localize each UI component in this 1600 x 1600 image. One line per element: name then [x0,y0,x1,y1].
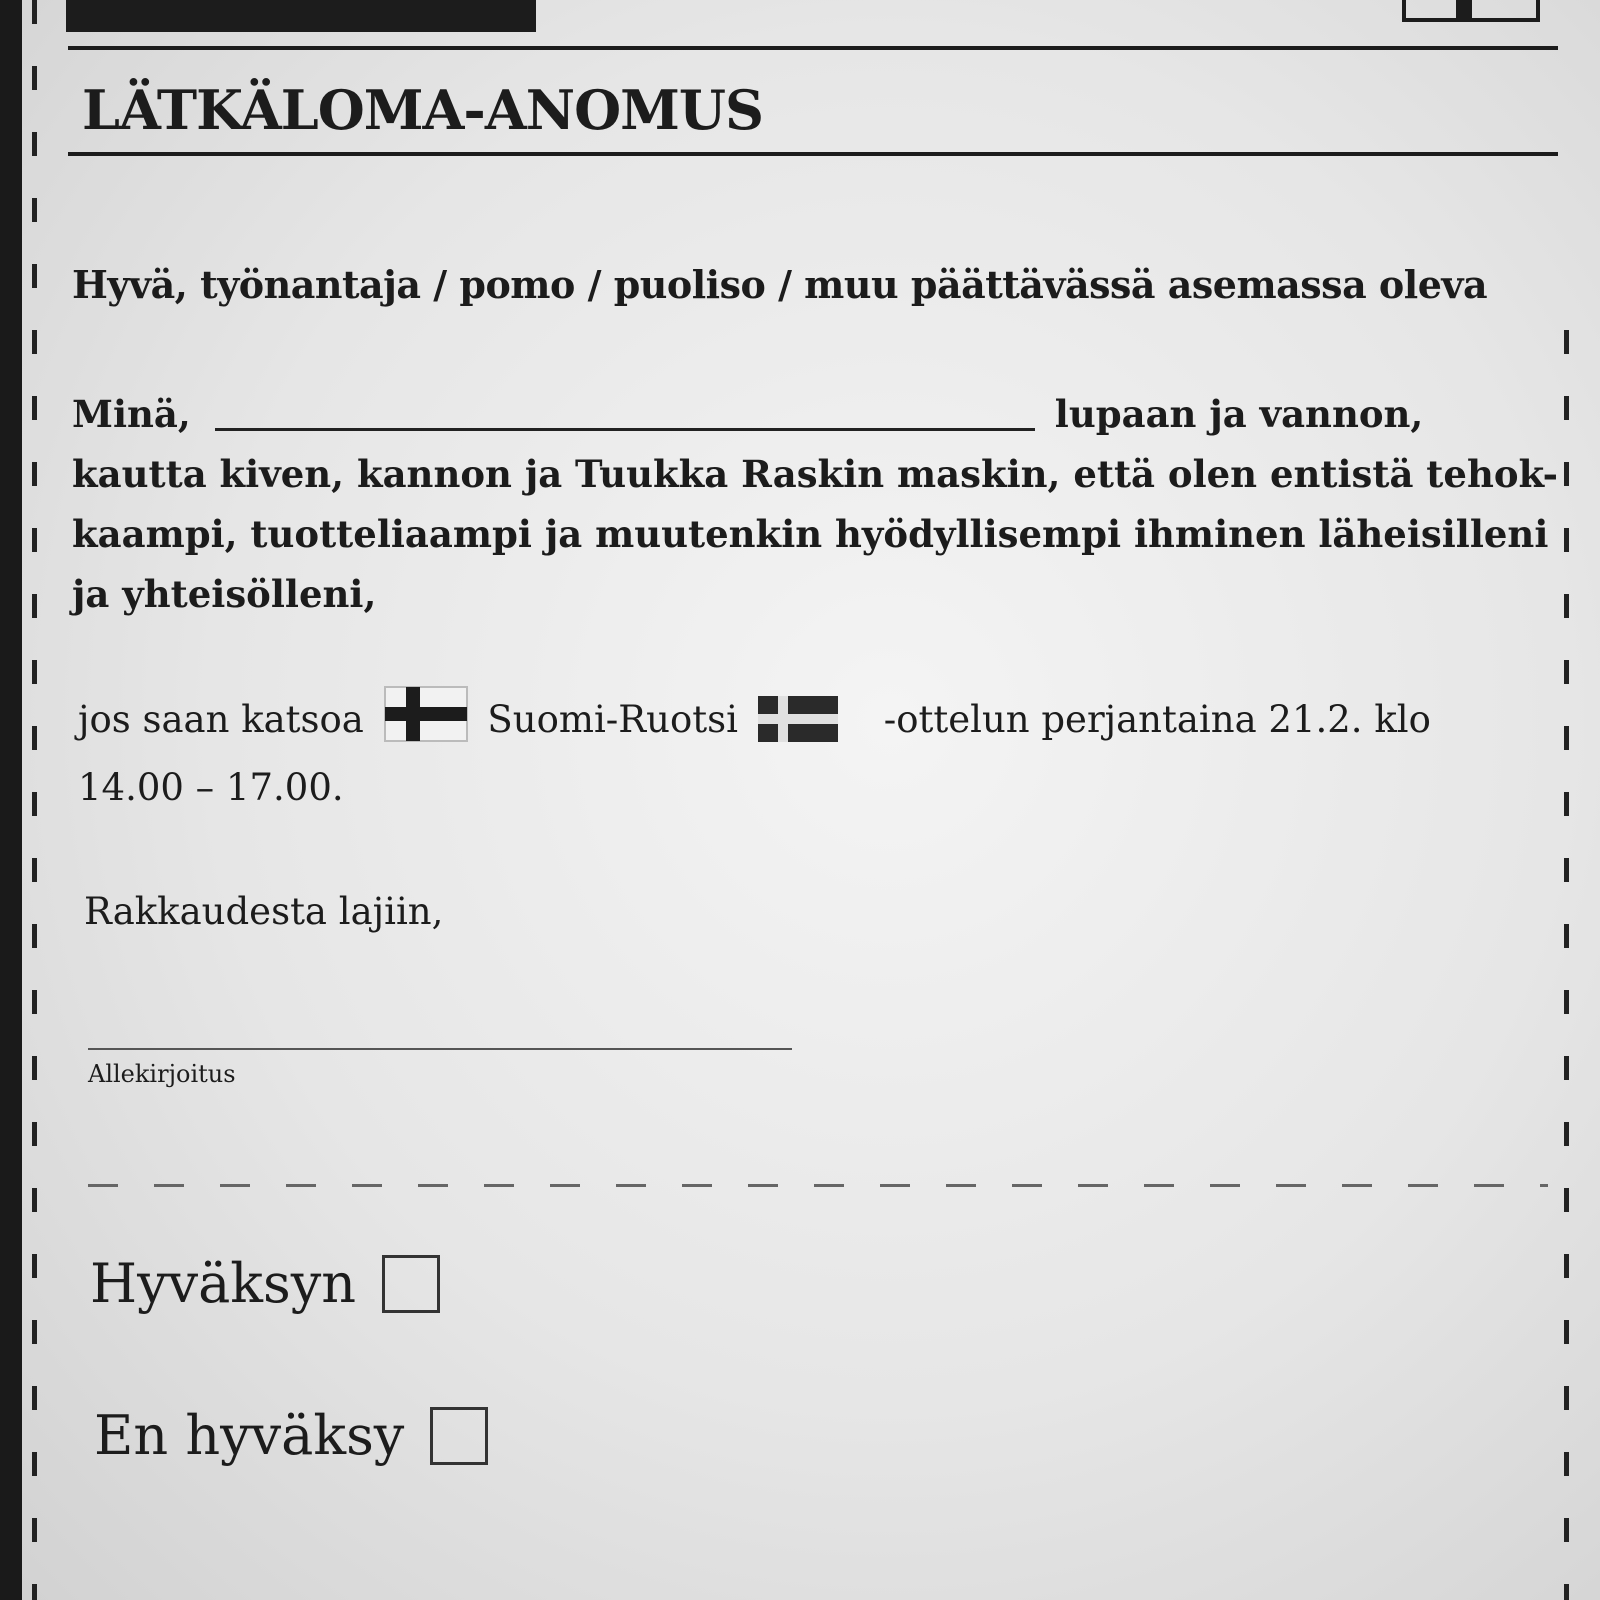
match-suffix: -ottelun perjantaina 21.2. klo [883,698,1431,741]
match-teams: Suomi-Ruotsi [487,698,738,741]
reject-option [94,1404,488,1467]
approve-option [90,1252,440,1315]
oath-line-2: kautta kiven, kannon ja Tuukka Raskin maskin, että olen entistä tehok- [72,452,1559,496]
oath-line-4: ja yhteisölleni, [72,572,377,616]
sign-off: Rakkaudesta lajiin, [84,890,444,933]
cut-line-left [32,0,37,1600]
top-rule [68,46,1558,50]
title-rule [68,152,1558,156]
match-paragraph [78,686,1548,817]
approve-label: Hyväksyn [90,1252,357,1315]
signature-label: Allekirjoitus [88,1060,236,1088]
cut-line-right [1564,330,1569,1600]
oath-suffix: lupaan ja vannon, [1054,392,1424,436]
cut-divider [88,1184,1548,1187]
finland-flag-icon [384,686,468,759]
name-field[interactable] [215,388,1035,431]
header-box [1402,0,1540,22]
oath-prefix: Minä, [72,392,191,436]
header-tab [66,0,536,32]
approve-checkbox[interactable] [382,1255,440,1313]
oath-line-3: kaampi, tuotteliaampi ja muutenkin hyödyllisempi ihminen läheisilleni [72,512,1549,556]
match-line-1 [78,686,1548,759]
oath-line-1 [72,384,1542,444]
sweden-flag-icon [758,696,838,759]
form-page [22,0,1600,1600]
signature-field[interactable] [88,1048,792,1050]
match-prefix: jos saan katsoa [78,698,364,741]
reject-label: En hyväksy [94,1404,405,1467]
greeting: Hyvä, työnantaja / pomo / puoliso / muu päättävässä asemassa oleva [72,262,1488,307]
page-title: LÄTKÄLOMA-ANOMUS [82,78,763,142]
match-time: 14.00 – 17.00. [78,766,344,809]
reject-checkbox[interactable] [430,1407,488,1465]
oath-paragraph [72,384,1559,624]
